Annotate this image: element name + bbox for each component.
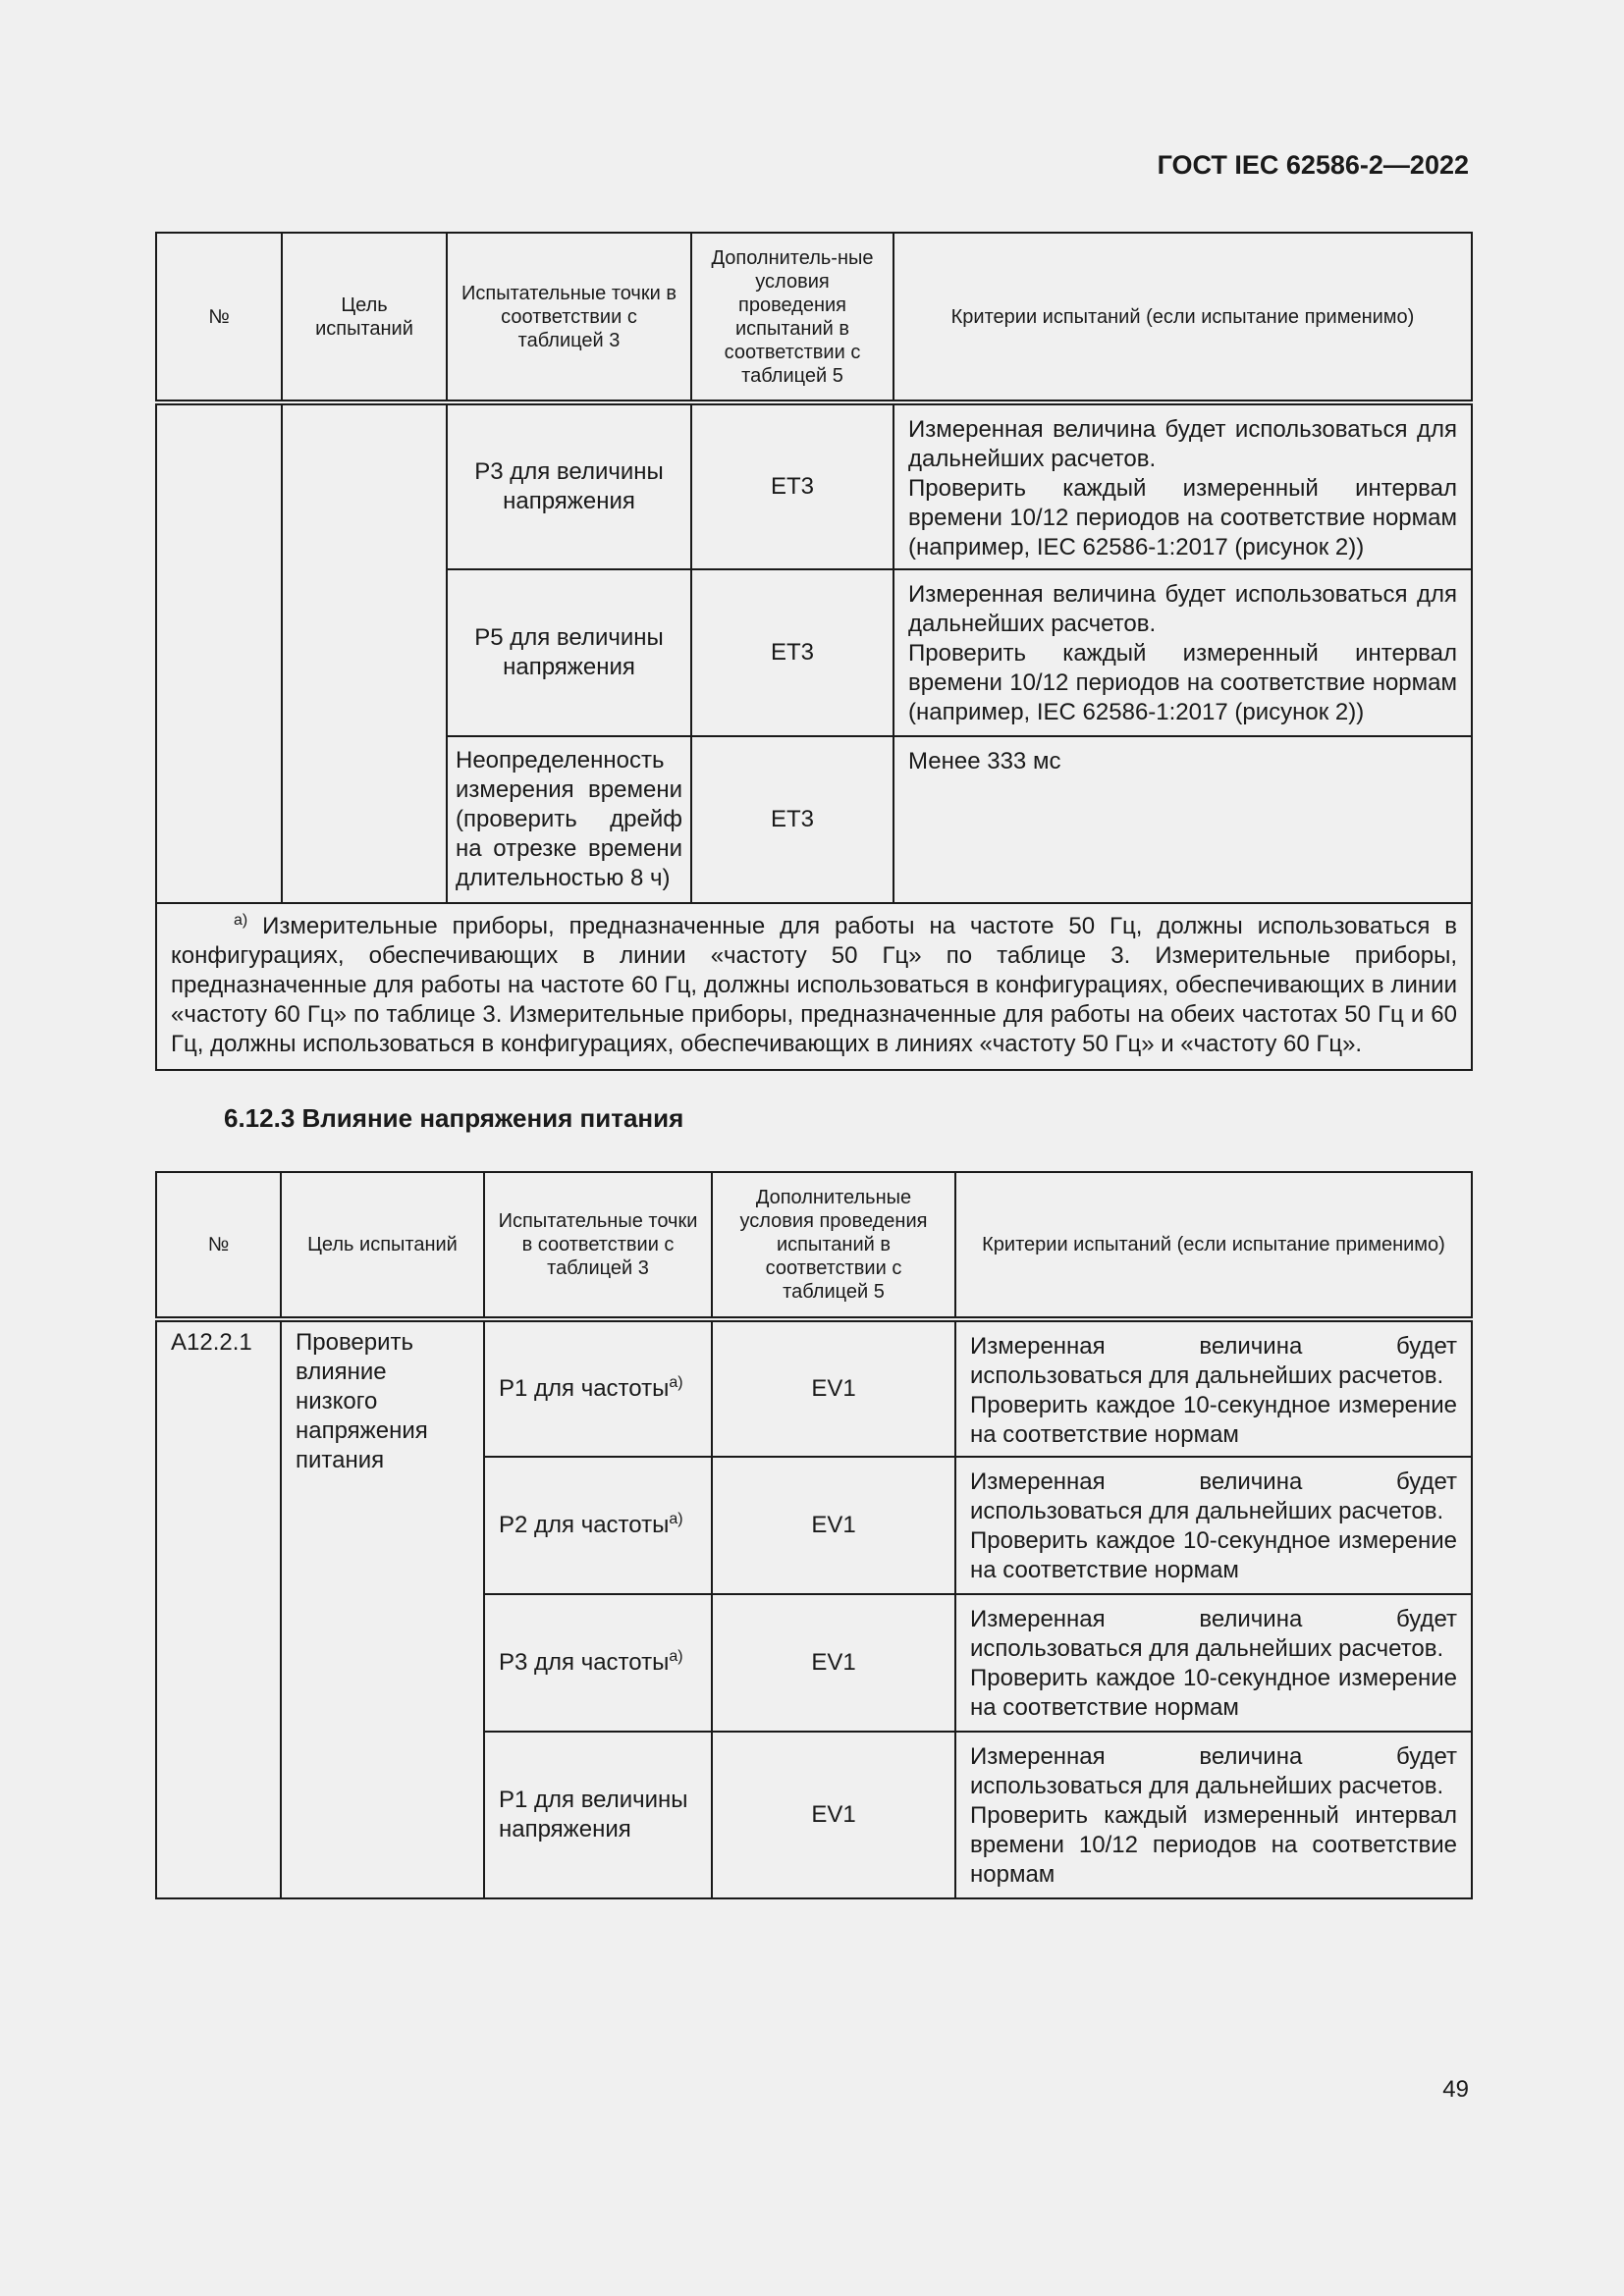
condition-cell: ЕТ3 bbox=[691, 736, 893, 903]
criteria-cell bbox=[893, 569, 1472, 736]
table-header-row bbox=[156, 233, 1472, 402]
condition-cell: EV1 bbox=[712, 1319, 955, 1457]
table-note-row bbox=[156, 903, 1472, 1070]
test-point-cell: Р1 для величины напряжения bbox=[484, 1732, 712, 1898]
condition-cell: EV1 bbox=[712, 1457, 955, 1594]
page-number: 49 bbox=[1442, 2076, 1469, 2103]
condition-cell: EV1 bbox=[712, 1594, 955, 1732]
test-point-cell: Неопределенность измерения времени (проверить дрейф на отрезке времени длительностью 8 ч) bbox=[447, 736, 691, 903]
column-header-conditions: Дополнитель-ные условия проведения испытаний в соответствии с таблицей 5 bbox=[691, 233, 893, 402]
criteria-text: Проверить каждое 10-секундное измерение на соответствие нормам bbox=[970, 1527, 1457, 1583]
column-header-purpose: Цель испытаний bbox=[281, 1172, 484, 1319]
test-point-cell bbox=[484, 1319, 712, 1457]
criteria-cell bbox=[955, 1457, 1472, 1594]
section-title: 6.12.3 Влияние напряжения питания bbox=[224, 1103, 684, 1133]
supply-voltage-test-table bbox=[155, 1171, 1473, 1899]
column-header-criteria: Критерии испытаний (если испытание применимо) bbox=[955, 1172, 1472, 1319]
criteria-text: Менее 333 мс bbox=[908, 748, 1061, 774]
criteria-text: Измеренная величина будет использоваться для дальнейших расчетов. bbox=[908, 416, 1457, 472]
condition-cell: ЕТ3 bbox=[691, 569, 893, 736]
condition-cell: EV1 bbox=[712, 1732, 955, 1898]
column-header-purpose: Цель испытаний bbox=[282, 233, 447, 402]
criteria-cell bbox=[893, 736, 1472, 903]
table-note-text: Измерительные приборы, предназначенные для работы на частоте 50 Гц, должны использоваться в конфигурациях, обеспечивающих в линии «частоту 50 Гц» по таблице 3. Измерительные приборы, предназначенные для работы на частоте 60 Гц, должны использоваться в конфигурациях, обеспечивающих в линии «частоту 60 Гц» по таблице 3. Измерительные приборы, предназначенные для работы на обеих частотах 50 Гц и 60 Гц, должны использоваться в конфигурациях, обеспечивающих в линиях «частоту 50 Гц» и «частоту 60 Гц». bbox=[171, 913, 1457, 1057]
test-point-text: Р2 для частоты bbox=[499, 1512, 670, 1538]
footnote-marker: a) bbox=[234, 912, 248, 929]
footnote-marker: a) bbox=[669, 1511, 683, 1527]
test-purpose-cell: Проверить влияние низкого напряжения питания bbox=[281, 1319, 484, 1898]
criteria-text: Измеренная величина будет использоваться для дальнейших расчетов. bbox=[970, 1333, 1457, 1389]
criteria-text: Проверить каждый измеренный интервал времени 10/12 периодов на соответствие нормам (например, IEC 62586-1:2017 (рисунок 2)) bbox=[908, 475, 1457, 561]
column-header-conditions: Дополнительные условия проведения испытаний в соответствии с таблицей 5 bbox=[712, 1172, 955, 1319]
criteria-text: Измеренная величина будет использоваться для дальнейших расчетов. bbox=[970, 1468, 1457, 1524]
criteria-cell bbox=[955, 1594, 1472, 1732]
test-table-continuation bbox=[155, 232, 1473, 1071]
column-header-test-points: Испытательные точки в соответствии с таблицей 3 bbox=[447, 233, 691, 402]
criteria-text: Измеренная величина будет использоваться для дальнейших расчетов. bbox=[908, 581, 1457, 637]
test-point-cell: Р5 для величины напряжения bbox=[447, 569, 691, 736]
table-header-row bbox=[156, 1172, 1472, 1319]
criteria-text: Проверить каждый измеренный интервал времени 10/12 периодов на соответствие нормам (например, IEC 62586-1:2017 (рисунок 2)) bbox=[908, 640, 1457, 725]
purpose-cell bbox=[282, 402, 447, 903]
test-point-text: Р1 для частоты bbox=[499, 1375, 670, 1402]
criteria-text: Измеренная величина будет использоваться для дальнейших расчетов. bbox=[970, 1743, 1457, 1799]
number-cell bbox=[156, 402, 282, 903]
criteria-text: Проверить каждое 10-секундное измерение на соответствие нормам bbox=[970, 1392, 1457, 1448]
criteria-text: Проверить каждое 10-секундное измерение на соответствие нормам bbox=[970, 1665, 1457, 1721]
table-row bbox=[156, 1319, 1472, 1457]
criteria-cell bbox=[955, 1732, 1472, 1898]
test-point-cell: Р3 для величины напряжения bbox=[447, 402, 691, 569]
footnote-marker: a) bbox=[669, 1648, 683, 1665]
test-number-cell: А12.2.1 bbox=[156, 1319, 281, 1898]
table-note bbox=[156, 903, 1472, 1070]
test-point-text: Р3 для частоты bbox=[499, 1649, 670, 1676]
column-header-test-points: Испытательные точки в соответствии с таблицей 3 bbox=[484, 1172, 712, 1319]
criteria-cell bbox=[955, 1319, 1472, 1457]
table-row bbox=[156, 402, 1472, 569]
criteria-cell bbox=[893, 402, 1472, 569]
criteria-text: Проверить каждый измеренный интервал времени 10/12 периодов на соответствие нормам bbox=[970, 1802, 1457, 1888]
test-point-cell bbox=[484, 1594, 712, 1732]
standard-designation: ГОСТ IEC 62586-2—2022 bbox=[1157, 150, 1469, 180]
test-point-cell bbox=[484, 1457, 712, 1594]
condition-cell: ЕТ3 bbox=[691, 402, 893, 569]
column-header-number: № bbox=[156, 1172, 281, 1319]
criteria-text: Измеренная величина будет использоваться для дальнейших расчетов. bbox=[970, 1606, 1457, 1662]
column-header-number: № bbox=[156, 233, 282, 402]
footnote-marker: a) bbox=[669, 1374, 683, 1391]
column-header-criteria: Критерии испытаний (если испытание применимо) bbox=[893, 233, 1472, 402]
